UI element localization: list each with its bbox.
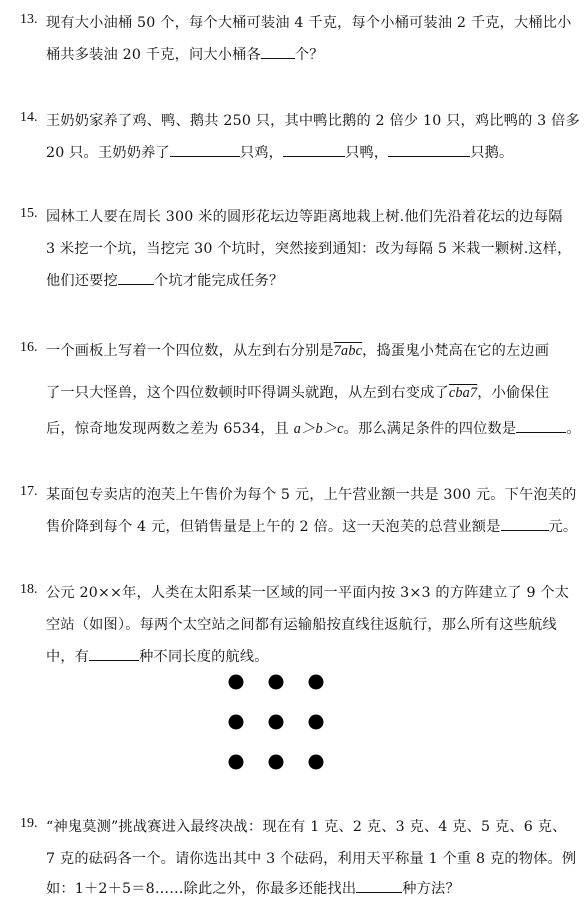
question-text-line: 了一只大怪兽，这个四位数顿时吓得调头就跑，从左到右变成了cba7，小偷保住 [46,385,550,401]
answer-blank[interactable] [356,880,402,893]
question-text-line: 中，有 种不同长度的航线。 [46,649,269,665]
question-text-line: 公元 20××年，人类在太阳系某一区域的同一平面内按 3×3 的方阵建立了 9 个太 [46,585,570,601]
answer-blank[interactable] [261,46,295,59]
space-station-dot [269,715,284,730]
answer-blank[interactable] [516,420,566,433]
question-text-line: 空站（如图）。每两个太空站之间都有运输船按直线往返航行，那么所有这些航线 [46,617,557,633]
space-station-dot [229,755,244,770]
question-text-line: 一个画板上写着一个四位数，从左到右分别是7abc，捣蛋鬼小梵高在它的左边画 [46,343,550,359]
answer-blank[interactable] [501,518,549,531]
question-number: 14. [20,110,38,125]
question-text-line: 7 克的砝码各一个。请你选出其中 3 个砝码，利用天平称量 1 个重 8 克的物体。例 [46,851,577,867]
question-text-line: 后，惊奇地发现两数之差为 6534，且 a＞b＞c。那么满足条件的四位数是 。 [46,421,581,437]
question-text-line: “神鬼莫测”挑战赛进入最终决战：现在有 1 克、2 克、3 克、4 克、5 克、6 克、 [46,819,567,835]
answer-blank[interactable] [388,144,470,157]
question-text-line: 某面包专卖店的泡芙上午售价为每个 5 元，上午营业额一共是 300 元。下午泡芙的 [46,487,577,503]
question-number: 15. [20,206,38,221]
question-number: 18. [20,582,38,597]
inequality: a＞b＞c [293,421,344,437]
answer-blank[interactable] [283,144,345,157]
question-text-line: 20 只。王奶奶养了 只鸡， 只鸭， 只鹅。 [46,145,514,161]
overlined-number: cba7 [448,385,478,401]
space-station-dot [309,755,324,770]
space-station-dot [309,715,324,730]
space-station-dot [309,675,324,690]
question-number: 19. [20,816,38,831]
space-station-dot [229,715,244,730]
answer-blank[interactable] [118,272,154,285]
question-text-line: 桶共多装油 20 千克，问大小桶各 个？ [46,47,324,63]
question-number: 13. [20,12,38,27]
space-station-dot [269,755,284,770]
question-number: 17. [20,484,38,499]
question-text-line: 现有大小油桶 50 个，每个大桶可装油 4 千克，每个小桶可装油 2 千克，大桶比小 [46,15,572,31]
question-text-line: 园林工人要在周长 300 米的圆形花坛边等距离地栽上树.他们先沿着花坛的边每隔 [46,209,563,225]
answer-blank[interactable] [89,648,139,661]
overlined-number: 7abc [333,343,363,359]
question-number: 16. [20,340,38,355]
question-text-line: 他们还要挖 个坑才能完成任务？ [46,273,284,289]
question-text-line: 王奶奶家养了鸡、鸭、鹅共 250 只，其中鸭比鹅的 2 倍少 10 只，鸡比鸭的 3 倍多 [46,113,580,129]
space-station-dot [229,675,244,690]
space-station-dot [269,675,284,690]
question-text-line: 售价降到每个 4 元，但销售量是上午的 2 倍。这一天泡芙的总营业额是 元。 [46,519,578,535]
question-text-line: 3 米挖一个坑，当挖完 30 个坑时，突然接到通知：改为每隔 5 米栽一颗树.这样， [46,241,572,257]
question-text-line: 如：1＋2＋5＝8……除此之外，你最多还能找出 种方法？ [46,881,460,897]
answer-blank[interactable] [170,144,240,157]
